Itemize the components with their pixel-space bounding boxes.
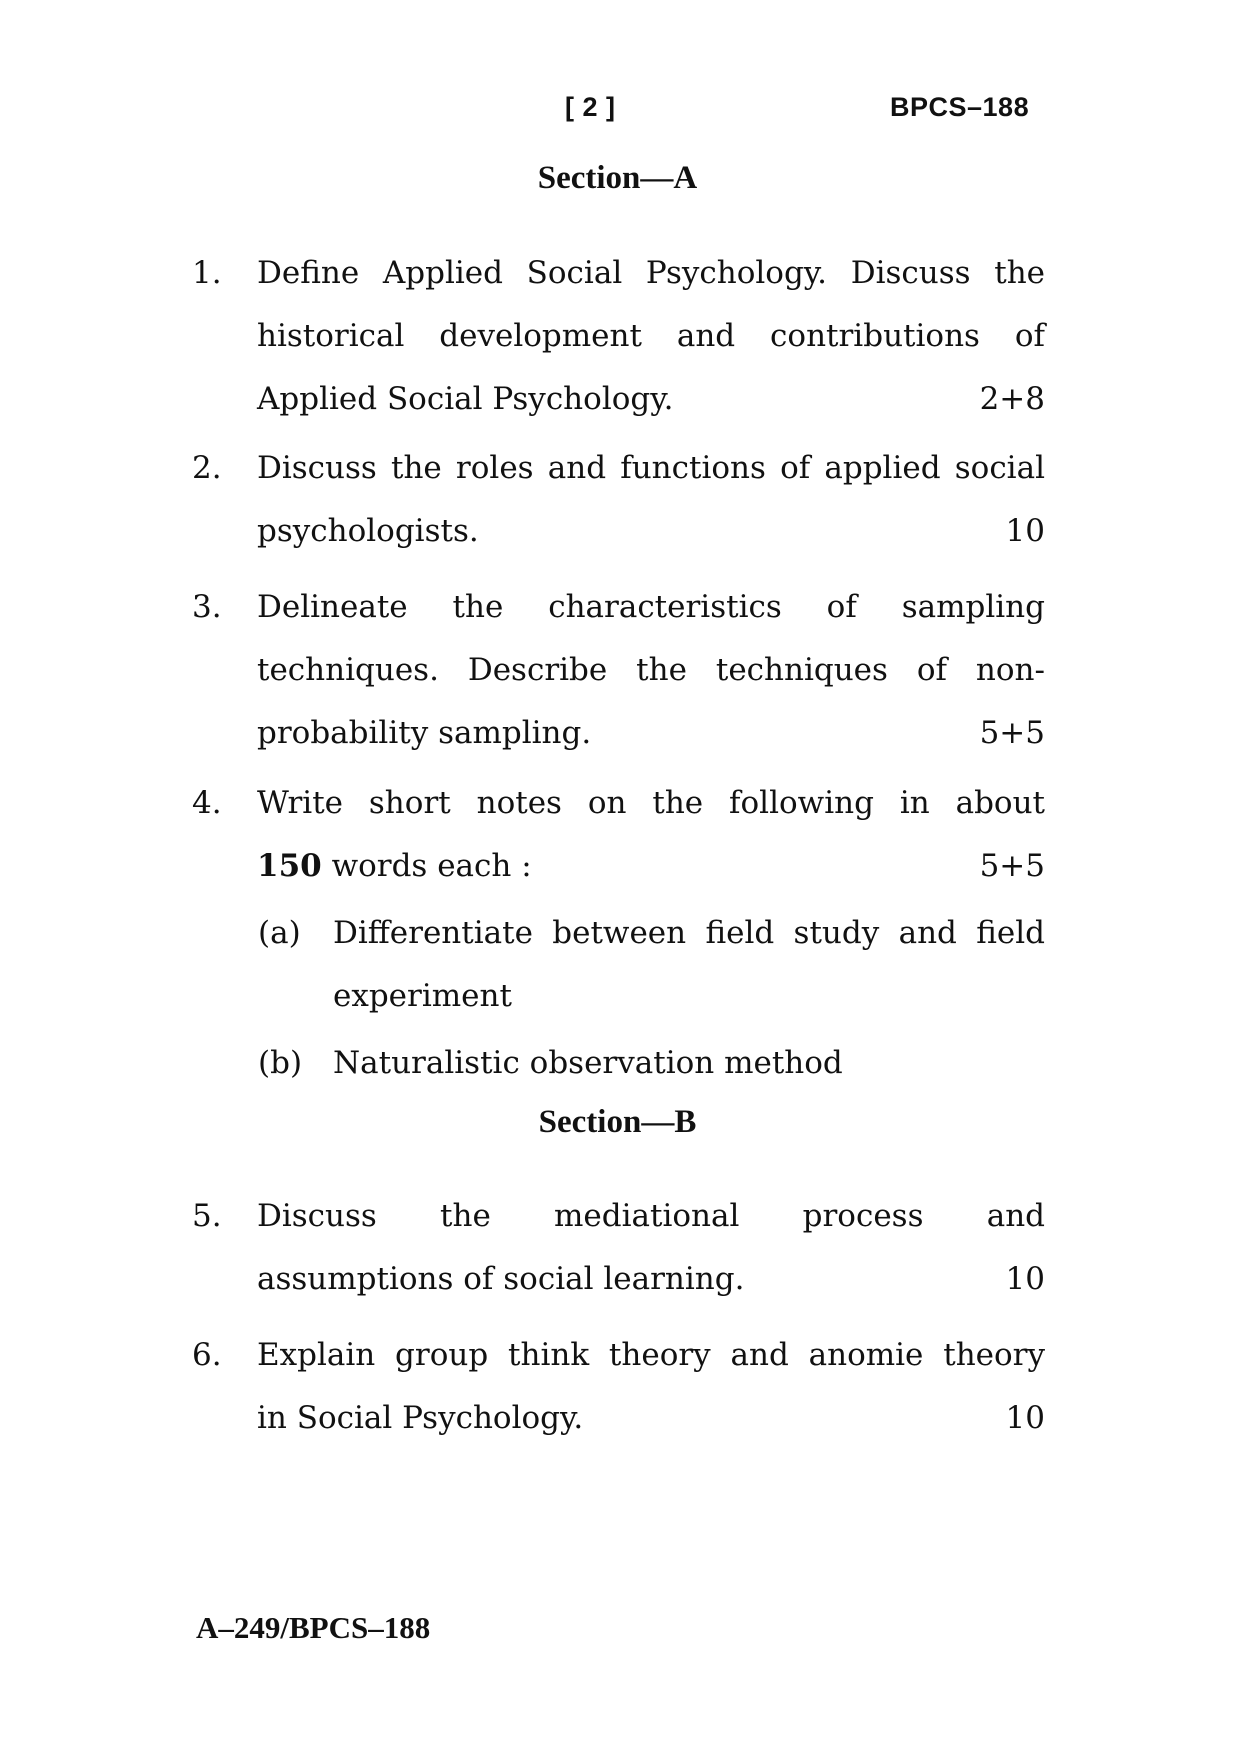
question-number: 2. [192,450,222,486]
question-number: 3. [192,589,222,625]
question-6 [192,1324,1045,1450]
question-text-line: Delineate the characteristics of sampling [257,589,1045,625]
question-marks: 10 [1005,1400,1045,1436]
question-3 [192,576,1045,765]
question-text-line: techniques. Describe the techniques of non- [257,652,1045,688]
question-4 [192,772,1045,898]
question-text-line: Discuss the mediational process and [257,1198,1045,1234]
question-5 [192,1185,1045,1311]
question-number: 1. [192,255,222,291]
question-number: 4. [192,785,222,821]
question-text-line: in Social Psychology. [257,1400,584,1436]
question-marks: 10 [1005,513,1045,549]
question-number: 5. [192,1198,222,1234]
question-number: 6. [192,1337,222,1373]
question-marks: 5+5 [979,848,1045,884]
question-text-line: Define Applied Social Psychology. Discuss the [257,255,1045,291]
question-text-line: Applied Social Psychology. [257,381,674,417]
subpart-b [258,1032,1045,1095]
section-a-title: Section—A [537,160,698,196]
question-text-line: probability sampling. [257,715,592,751]
question-2 [192,437,1045,563]
page-number: [ 2 ] [565,92,616,122]
subpart-text-line: experiment [333,978,512,1014]
question-text-line: historical development and contributions of [257,318,1045,354]
question-marks: 2+8 [979,381,1045,417]
question-text-line: assumptions of social learning. [257,1261,745,1297]
subpart-text-line: Naturalistic observation method [333,1045,843,1081]
question-1 [192,242,1045,431]
word-count: 150 [257,848,322,884]
question-text-line [257,835,532,898]
subpart-a [258,902,1045,1028]
subpart-label: (b) [258,1045,303,1081]
question-text-line: Write short notes on the following in about [257,785,1045,821]
footer-code: A–249/BPCS–188 [196,1610,431,1645]
question-text-line: psychologists. [257,513,479,549]
question-text-line: Discuss the roles and functions of applied social [257,450,1045,486]
question-marks: 5+5 [979,715,1045,751]
question-marks: 10 [1005,1261,1045,1297]
question-text-tail: words each : [321,848,532,884]
subpart-text-line: Differentiate between field study and field [333,915,1045,951]
section-b-title: Section—B [538,1104,697,1140]
question-text-line: Explain group think theory and anomie theory [257,1337,1045,1373]
paper-code: BPCS–188 [890,92,1030,122]
subpart-label: (a) [258,915,301,951]
